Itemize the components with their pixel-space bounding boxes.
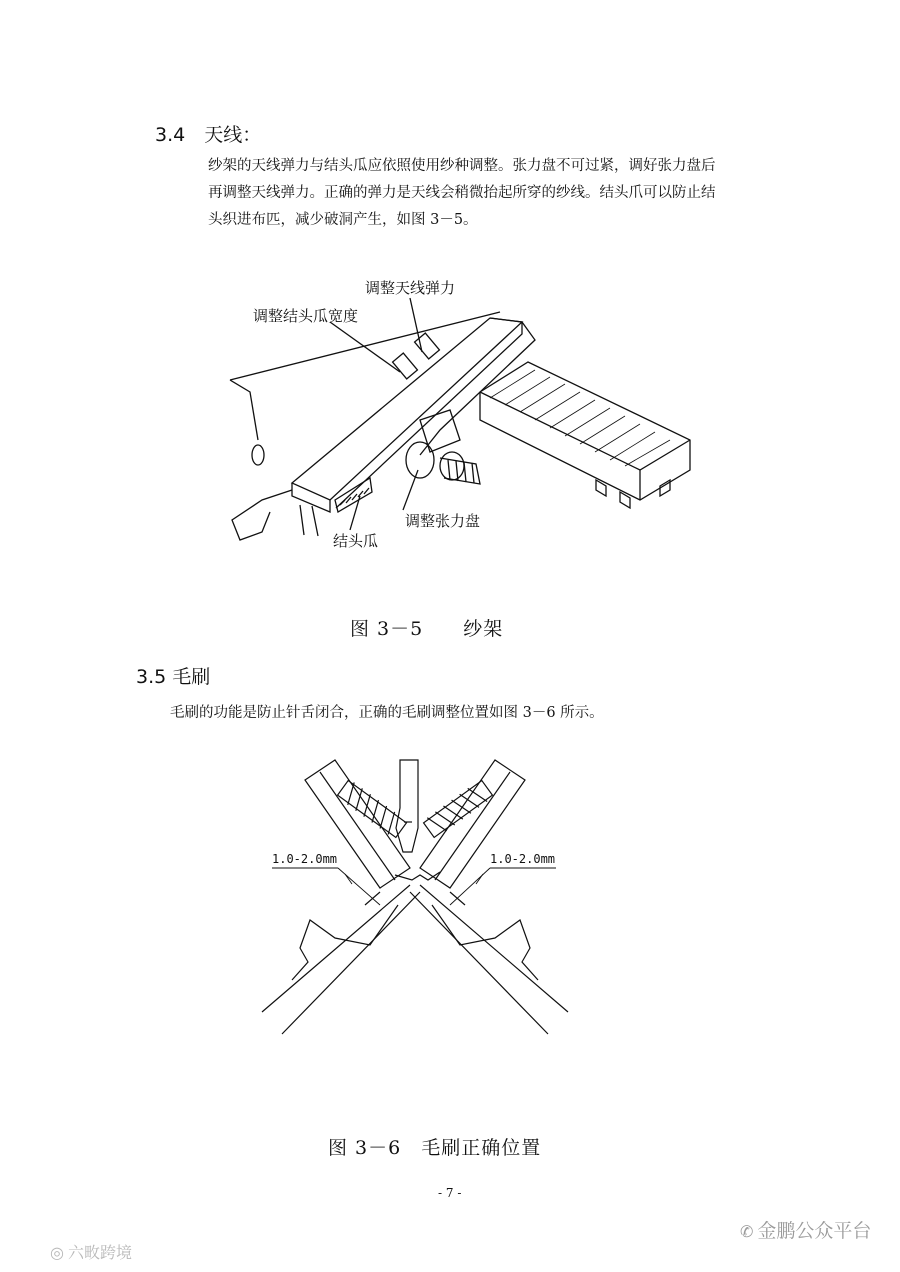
watermark-logo-icon: ◎ — [50, 1243, 64, 1262]
label-knot-claw: 结头瓜 — [333, 532, 379, 550]
figure-caption-3-6: 图 3－6 毛刷正确位置 — [328, 1137, 542, 1159]
section-heading-3-5: 3.5 毛刷 — [136, 666, 211, 688]
label-adjust-knot-width: 调整结头瓜宽度 — [253, 307, 359, 325]
paragraph-line: 纱架的天线弹力与结头瓜应依照使用纱种调整。张力盘不可过紧，调好张力盘后 — [208, 158, 716, 174]
figure-caption-3-5: 图 3－5 纱架 — [350, 618, 504, 640]
paragraph-line: 再调整天线弹力。正确的弹力是天线会稍微抬起所穿的纱线。结头爪可以防止结 — [208, 185, 716, 201]
watermark-left: ◎ 六畋跨境 — [50, 1243, 132, 1262]
label-adjust-antenna: 调整天线弹力 — [365, 279, 456, 297]
dimension-left: 1.0-2.0mm — [272, 852, 338, 866]
paragraph-line: 头织进布匹，减少破洞产生，如图 3－5。 — [208, 212, 478, 228]
watermark-right: ✆ 金鹏公众平台 — [740, 1220, 872, 1242]
wechat-icon: ✆ — [740, 1222, 754, 1241]
section-3-5-paragraph: 毛刷的功能是防止针舌闭合，正确的毛刷调整位置如图 3－6 所示。 — [170, 705, 604, 721]
dimension-right: 1.0-2.0mm — [490, 852, 556, 866]
page-number: - 7 - — [438, 1186, 462, 1200]
section-heading-3-4: 3.4 天线： — [155, 124, 262, 146]
label-adjust-tension: 调整张力盘 — [405, 512, 481, 530]
